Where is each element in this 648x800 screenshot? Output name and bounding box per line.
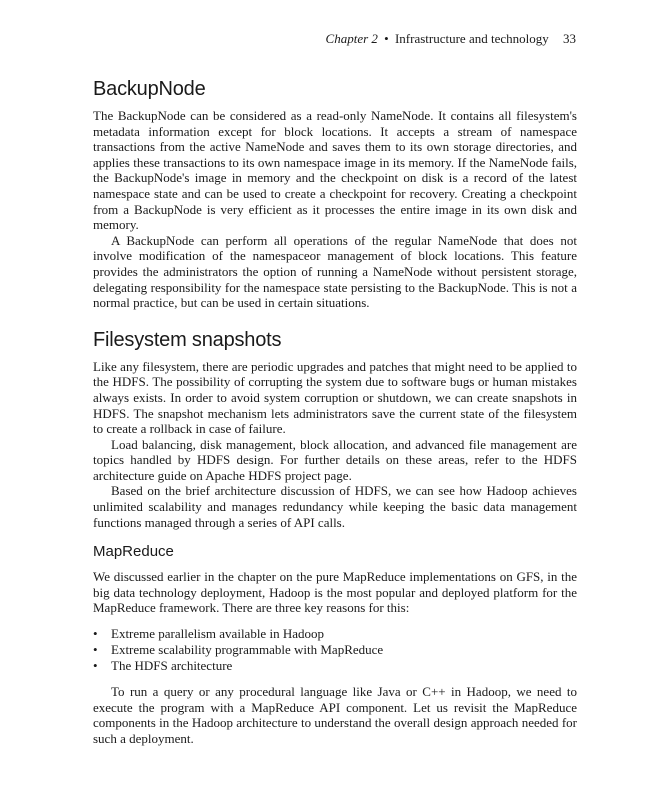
- paragraph: Based on the brief architecture discussion of HDFS, we can see how Hadoop achieves unlimited scalability and manages redundancy while keeping the basic data management functions managed through a series of API calls.: [93, 483, 577, 530]
- chapter-label: Chapter 2: [325, 31, 378, 46]
- paragraph: Load balancing, disk management, block allocation, and advanced file management are topics handled by HDFS design. For further details on these areas, refer to the HDFS architecture guide on Apache HDFS project page.: [93, 436, 577, 483]
- heading-mapreduce: MapReduce: [93, 543, 174, 561]
- page-body: [93, 77, 577, 746]
- page-number: 33: [563, 31, 576, 46]
- paragraph: We discussed earlier in the chapter on the pure MapReduce implementations on GFS, in the big data technology deployment, Hadoop is the most popular and deployed platform for the MapReduce framework. There are three key reasons for this:: [93, 569, 577, 616]
- list-item: • Extreme parallelism available in Hadoop: [93, 626, 577, 642]
- list-item: • Extreme scalability programmable with MapReduce: [93, 642, 577, 658]
- paragraph: Like any filesystem, there are periodic upgrades and patches that might need to be applied to the HDFS. The possibility of corrupting the system due to software bugs or human mistakes always exists. In order to avoid system corruption or shutdown, we can create snapshots in HDFS. The snapshot mechanism lets administrators save the current state of the filesystem to create a rollback in case of failure.: [93, 358, 577, 437]
- paragraph: The BackupNode can be considered as a read-only NameNode. It contains all filesystem's metadata information except for block locations. It accepts a stream of namespace transactions from the active NameNode and saves them to its own storage directories, and applies these transactions to its own namespace image in its memory. If the NameNode fails, the BackupNode's image in memory and the checkpoint on disk is a record of the latest namespace state and can be used to create a checkpoint for recovery. Creating a checkpoint from a BackupNode is very efficient as it processes the entire image in its own disk and memory.: [93, 108, 577, 233]
- bullet-list: [93, 626, 577, 674]
- paragraph: To run a query or any procedural language like Java or C++ in Hadoop, we need to execute the program with a MapReduce API component. Let us revisit the MapReduce components in the Hadoop architecture to understand the overall design approach needed for such a deployment.: [93, 684, 577, 746]
- section-label: Infrastructure and technology: [394, 31, 549, 46]
- header-separator: •: [384, 31, 389, 46]
- running-header: [326, 31, 576, 47]
- heading-backupnode: BackupNode: [93, 78, 206, 100]
- heading-filesystem-snapshots: Filesystem snapshots: [93, 328, 282, 351]
- list-item: • The HDFS architecture: [93, 658, 577, 674]
- paragraph: A BackupNode can perform all operations of the regular NameNode that does not involve modification of the namespaceor management of block locations. This feature provides the administrators the option of running a NameNode without persistent storage, delegating responsibility for the namespace state persisting to the BackupNode. This is not a normal practice, but can be used in certain situations.: [93, 232, 577, 311]
